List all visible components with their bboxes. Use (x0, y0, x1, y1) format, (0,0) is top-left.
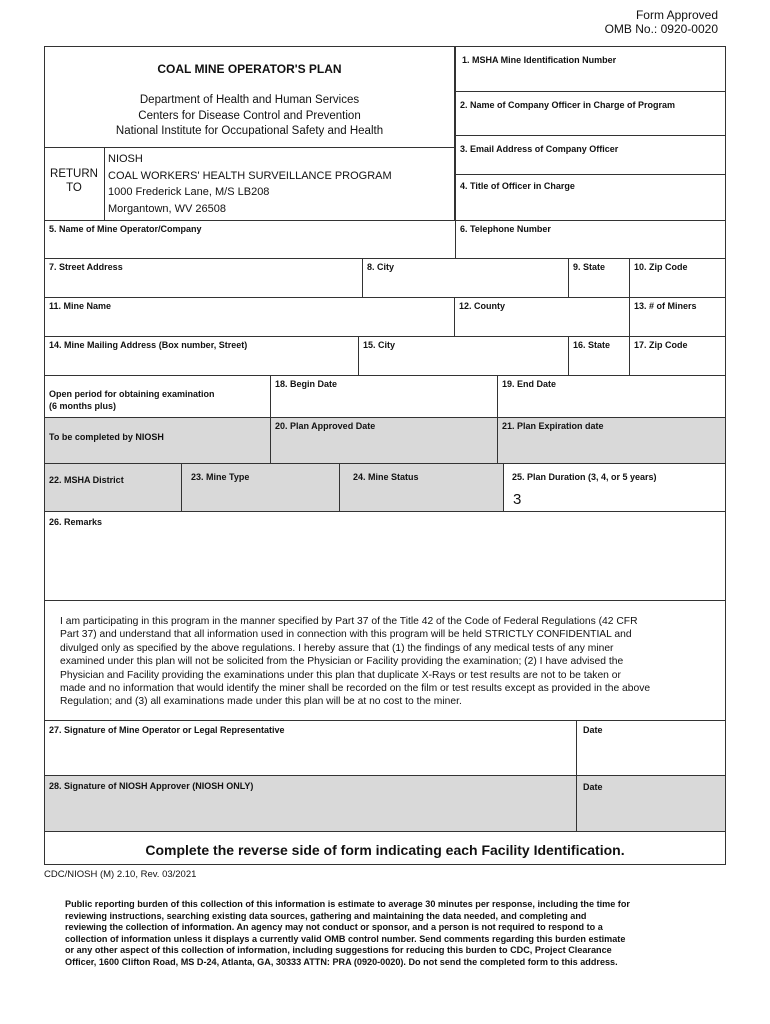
burden-line: Public reporting burden of this collection of this information is estimate to average 30 minutes per response, including the time for (65, 899, 630, 909)
field-mailing-city[interactable] (358, 336, 569, 376)
return-label-line: RETURN (50, 168, 98, 180)
field-label: 24. Mine Status (353, 472, 419, 482)
field-label: 23. Mine Type (191, 472, 250, 482)
field-mailing-state[interactable] (568, 336, 630, 376)
field-label: 11. Mine Name (49, 301, 112, 311)
field-label: 15. City (363, 340, 396, 350)
divider (44, 147, 455, 148)
burden-line: reviewing instructions, searching existing data sources, gathering and maintaining the data needed, and completing and (65, 910, 587, 921)
statement-line: Regulation; and (3) all examinations made under this plan will be at no cost to the miner. (60, 696, 462, 708)
form-title: COAL MINE OPERATOR'S PLAN (157, 62, 342, 76)
field-county[interactable] (454, 297, 630, 337)
field-label: 22. MSHA District (49, 475, 124, 485)
burden-line: Officer, 1600 Clifton Road, MS D-24, Atlanta, GA, 30333 ATTN: PRA (0920-0020). Do not send the completed form to this address. (65, 956, 618, 967)
field-label: 8. City (367, 262, 395, 272)
field-number-of-miners[interactable] (629, 297, 726, 337)
field-label: 10. Zip Code (634, 262, 688, 272)
field-label: Date (583, 725, 603, 735)
field-zip-code[interactable] (629, 258, 726, 298)
field-label: 12. County (459, 301, 506, 311)
agency-line: Centers for Disease Control and Prevention (138, 109, 361, 122)
agency-line: National Institute for Occupational Safety and Health (115, 125, 384, 137)
field-plan-approved-date[interactable] (270, 417, 498, 464)
field-label: 21. Plan Expiration date (502, 421, 604, 431)
field-label: 2. Name of Company Officer in Charge of Program (460, 100, 676, 110)
field-label: 14. Mine Mailing Address (Box number, Street) (49, 340, 248, 350)
certification-statement (60, 615, 720, 709)
statement-line: Part 37) and understand that all information used in connection with this program will be held STRICTLY CONFIDENTIAL and (60, 629, 632, 641)
plan-duration-value: 3 (513, 491, 522, 508)
field-street-address[interactable] (44, 258, 363, 298)
field-niosh-approver-date[interactable] (576, 775, 726, 832)
field-officer-email[interactable] (455, 135, 726, 175)
field-begin-date[interactable] (270, 375, 498, 418)
reverse-side-note: Complete the reverse side of form indicating each Facility Identification. (145, 842, 625, 858)
return-to-label (46, 167, 102, 195)
field-city[interactable] (362, 258, 569, 298)
field-mailing-address[interactable] (44, 336, 359, 376)
open-period-line: Open period for obtaining examination (49, 389, 215, 399)
field-label: 1. MSHA Mine Identification Number (462, 55, 617, 65)
field-end-date[interactable] (497, 375, 726, 418)
address-line: COAL WORKERS' HEALTH SURVEILLANCE PROGRAM (108, 169, 392, 182)
address-line: NIOSH (108, 153, 143, 165)
field-mine-status[interactable] (339, 463, 504, 512)
field-label: 20. Plan Approved Date (275, 421, 376, 431)
field-label: 9. State (573, 262, 606, 272)
burden-line: collection of information unless it displays a currently valid OMB control number. Send comments regarding this burden estimate (65, 933, 626, 944)
field-mine-type[interactable] (181, 463, 340, 512)
field-mailing-zip[interactable] (629, 336, 726, 376)
statement-line: divulged only as specified by the above regulations. I hereby assure that (1) the findings of any medical tests of any miner (60, 642, 614, 654)
omb-number: OMB No.: 0920-0020 (604, 22, 718, 36)
field-label: 7. Street Address (49, 262, 123, 272)
agency-line: Department of Health and Human Services (139, 94, 360, 106)
open-period-label (49, 388, 215, 412)
agency-block (44, 93, 455, 140)
field-label: 19. End Date (502, 379, 557, 389)
field-label: 13. # of Miners (634, 301, 697, 311)
field-telephone[interactable] (455, 220, 726, 259)
reverse-note-box (44, 831, 726, 865)
field-label: Date (583, 782, 603, 792)
niosh-only-label: To be completed by NIOSH (49, 432, 164, 442)
field-niosh-approver-signature[interactable] (44, 775, 577, 832)
burden-line: or any other aspect of this collection of information, including suggestions for reducing this burden to CDC, Project Clearance (65, 945, 612, 955)
statement-line: Physician and Facility providing the examinations under this plan that duplicate X-Rays or test results are not to be taken or (60, 669, 621, 681)
field-label: 28. Signature of NIOSH Approver (NIOSH ONLY) (49, 781, 254, 791)
form-approval-block (605, 8, 718, 36)
return-label-line: TO (66, 182, 82, 194)
field-label: 3. Email Address of Company Officer (460, 144, 619, 154)
field-label: 18. Begin Date (275, 379, 338, 389)
field-label: 25. Plan Duration (3, 4, or 5 years) (512, 472, 657, 482)
field-label: 5. Name of Mine Operator/Company (49, 224, 202, 234)
return-address (108, 151, 392, 217)
field-officer-title[interactable] (455, 174, 726, 221)
field-label: 6. Telephone Number (460, 224, 551, 234)
field-label: 17. Zip Code (634, 340, 688, 350)
field-msha-id[interactable] (455, 46, 726, 92)
field-label: 27. Signature of Mine Operator or Legal Representative (49, 725, 285, 735)
field-mine-operator[interactable] (44, 220, 456, 259)
field-msha-district[interactable] (44, 463, 182, 512)
niosh-only-label-cell (44, 417, 271, 464)
form-approved-text: Form Approved (635, 8, 718, 22)
field-label: 26. Remarks (49, 517, 103, 527)
open-period-label-cell (44, 375, 271, 418)
field-mine-name[interactable] (44, 297, 455, 337)
field-operator-signature-date[interactable] (576, 720, 726, 776)
address-line: 1000 Frederick Lane, M/S LB208 (108, 186, 270, 198)
field-state[interactable] (568, 258, 630, 298)
burden-statement (65, 899, 715, 968)
field-plan-duration[interactable] (503, 463, 726, 512)
statement-line: examined under this plan will not be solicited from the Physician or Facility providing the examination; (2) I have advised the (60, 656, 624, 668)
field-operator-signature[interactable] (44, 720, 577, 776)
field-plan-expiration-date[interactable] (497, 417, 726, 464)
divider (104, 147, 105, 221)
field-remarks[interactable] (44, 511, 726, 601)
open-period-line: (6 months plus) (49, 401, 116, 411)
address-line: Morgantown, WV 26508 (108, 202, 227, 215)
burden-line: reviewing the collection of information. An agency may not conduct or sponsor, and a person is not required to respond to a (65, 922, 603, 932)
statement-line: I am participating in this program in the manner specified by Part 37 of the Title 42 of the Code of Federal Regulations (42 CFR (60, 616, 638, 627)
field-company-officer[interactable] (455, 91, 726, 136)
field-label: 4. Title of Officer in Charge (460, 181, 575, 191)
form-number: CDC/NIOSH (M) 2.10, Rev. 03/2021 (44, 869, 197, 880)
field-label: 16. State (573, 340, 611, 350)
statement-line: made and no information that would identify the miner shall be recorded on the film or test results except as provided in the above (60, 683, 651, 695)
